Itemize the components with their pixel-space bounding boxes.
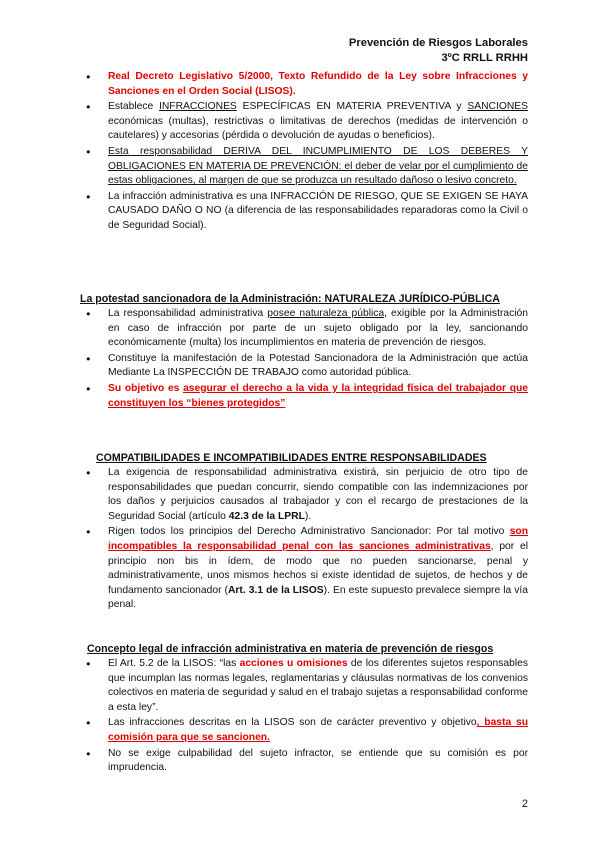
lisos-title: Real Decreto Legislativo 5/2000, Texto Refundido de la Ley sobre Infracciones y Sanciones en el Orden Social (LISOS). bbox=[108, 71, 528, 97]
list-item: ● La responsabilidad administrativa posee naturaleza pública, exigible por la Administración en caso de infracción por parte de un sujeto obligado por la ley, sancionando económicamente (multa) los incumplimientos en materia de prevención de riesgos. bbox=[86, 307, 528, 351]
page-header bbox=[349, 36, 528, 66]
section-heading: COMPATIBILIDADES E INCOMPATIBILIDADES ENTRE RESPONSABILIDADES bbox=[96, 452, 487, 464]
section-concepto bbox=[86, 657, 528, 777]
list-item: ● Constituye la manifestación de la Potestad Sancionadora de la Administración que actúa Mediante La INSPECCIÓN DE TRABAJO como autoridad pública. bbox=[86, 352, 528, 381]
section-heading: La potestad sancionadora de la Administración: NATURALEZA JURÍDICO-PÚBLICA bbox=[80, 293, 500, 305]
page-number: 2 bbox=[521, 798, 528, 810]
header-course: 3ºC RRLL RRHH bbox=[441, 52, 528, 64]
list-item: ● La exigencia de responsabilidad administrativa existirá, sin perjuicio de otro tipo de responsabilidades que puedan concurrir, siendo compatible con las indemnizaciones por los daños y perjuicios causados al trabajador y con el recargo de prestaciones de la Seguridad Social (artículo 42.3 de la LPRL). bbox=[86, 466, 528, 524]
section-lisos bbox=[86, 70, 528, 235]
list-item: ● Establece INFRACCIONES ESPECÍFICAS EN MATERIA PREVENTIVA y SANCIONES económicas (multas), restrictivas o limitativas de derechos (medidas de intervención o cautelares) y accesorias (pérdida o devolución de ayudas o beneficios). bbox=[86, 100, 528, 144]
list-item: ● Rigen todos los principios del Derecho Administrativo Sancionador: Por tal motivo son incompatibles la responsabilidad penal con las sanciones administrativas, por el principio non bis in ídem, de modo que no pueden sancionarse, penal y administrativamente, unos mismos hechos si existe identidad de sujetos, de hechos y de fundamento sancionador (Art. 3.1 de la LISOS). En este supuesto prevalece siempre la vía penal. bbox=[86, 525, 528, 613]
list-item: ● La infracción administrativa es una INFRACCIÓN DE RIESGO, QUE SE EXIGEN SE HAYA CAUSADO DAÑO O NO (a diferencia de las responsabilidades reparadoras como la Civil o de Seguridad Social). bbox=[86, 190, 528, 234]
header-title: Prevención de Riesgos Laborales bbox=[348, 37, 528, 49]
list-item: ● Su objetivo es asegurar el derecho a la vida y la integridad física del trabajador que constituyen los “bienes protegidos” bbox=[86, 382, 528, 411]
section-heading: Concepto legal de infracción administrativa en materia de prevención de riesgos bbox=[87, 643, 494, 655]
section-compatibilidades bbox=[86, 466, 528, 614]
list-item: ● Esta responsabilidad DERIVA DEL INCUMPLIMIENTO DE LOS DEBERES Y OBLIGACIONES EN MATERIA DE PREVENCIÓN: el deber de velar por el cumplimiento de estas obligaciones, al margen de que se produzca un resultado dañoso o lesivo concreto. bbox=[86, 145, 528, 189]
list-item: ● El Art. 5.2 de la LISOS: “las acciones u omisiones de los diferentes sujetos responsables que incumplan las normas legales, reglamentarias y cláusulas normativas de los convenios colectivos en materia de seguridad y salud en el trabajo sujetas a responsabilidad conforme a esta ley”. bbox=[86, 657, 528, 715]
list-item: ● No se exige culpabilidad del sujeto infractor, se entiende que su comisión es por imprudencia. bbox=[86, 747, 528, 776]
section-potestad bbox=[86, 307, 528, 412]
list-item: ● Las infracciones descritas en la LISOS son de carácter preventivo y objetivo, basta su comisión para que se sancionen. bbox=[86, 716, 528, 745]
list-item bbox=[86, 70, 528, 99]
